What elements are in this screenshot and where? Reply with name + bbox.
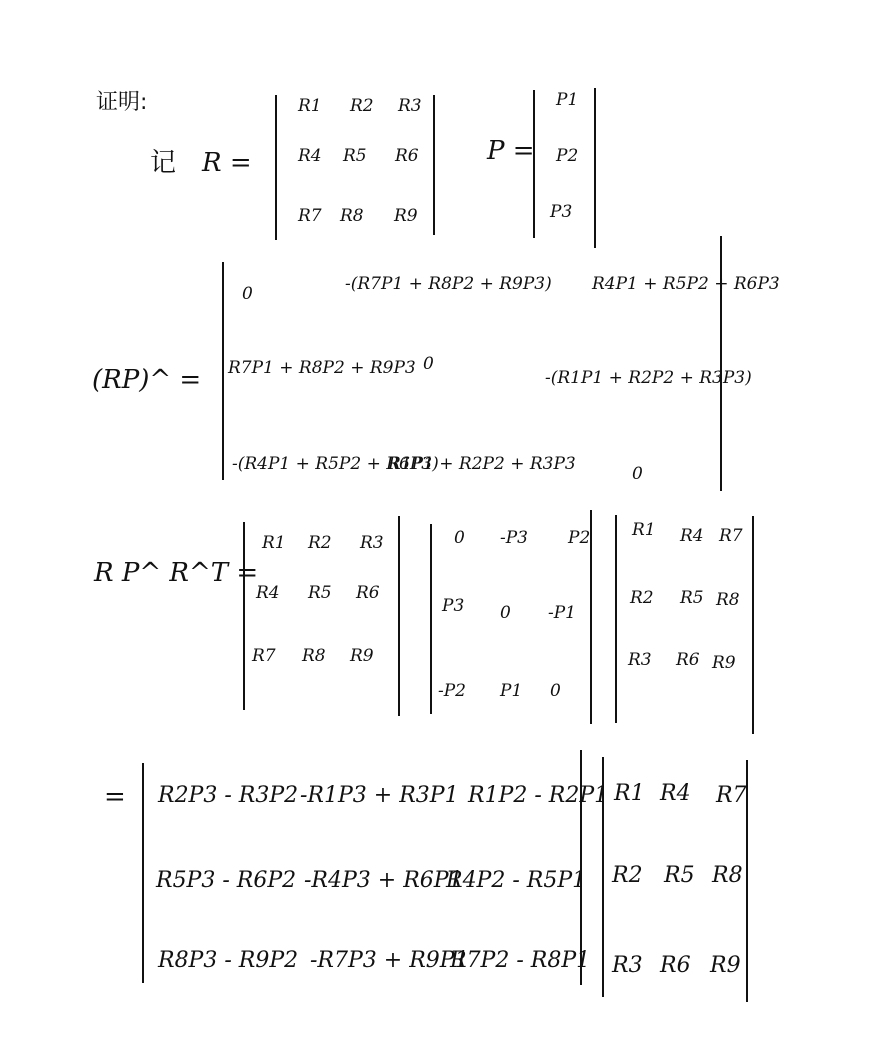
product-cell: -R4P3 + R6P1 bbox=[304, 868, 463, 893]
r-matrix-cell: R6 bbox=[395, 146, 419, 166]
p-hat-cell: P1 bbox=[500, 681, 523, 701]
product-cell: R8P3 - R9P2 bbox=[158, 948, 299, 973]
proof-label: 证明: bbox=[96, 90, 148, 115]
rt-matrix-2-cell: R2 bbox=[612, 863, 643, 888]
r-matrix-2-cell: R5 bbox=[308, 583, 332, 603]
r-matrix-2-left-bar bbox=[243, 522, 245, 710]
rt-matrix-cell: R1 bbox=[632, 520, 656, 540]
rp-hat-lhs: (RP)^ = bbox=[92, 365, 202, 395]
product-cell: -R1P3 + R3P1 bbox=[300, 783, 459, 808]
product-cell: R7P2 - R8P1 bbox=[450, 948, 591, 973]
rt-matrix-2-cell: R9 bbox=[710, 953, 741, 978]
r-matrix-cell: R2 bbox=[350, 96, 374, 116]
p-vector-cell: P2 bbox=[556, 146, 579, 166]
rt-matrix-2-cell: R7 bbox=[716, 783, 747, 808]
product-cell: R1P2 - R2P1 bbox=[468, 783, 609, 808]
rt-matrix-2-cell: R6 bbox=[660, 953, 691, 978]
rt-matrix-cell: R7 bbox=[719, 526, 743, 546]
p-vector-left-bar bbox=[533, 90, 535, 238]
rt-matrix-cell: R8 bbox=[716, 590, 740, 610]
p-hat-cell: 0 bbox=[550, 681, 561, 701]
p-hat-cell: 0 bbox=[500, 603, 511, 623]
p-hat-cell: 0 bbox=[454, 528, 465, 548]
r-matrix-2-cell: R2 bbox=[308, 533, 332, 553]
product-matrix-left-bar bbox=[142, 763, 144, 983]
p-vector-right-bar bbox=[594, 88, 596, 248]
r-matrix-2-cell: R7 bbox=[252, 646, 276, 666]
r-matrix-right-bar bbox=[433, 95, 435, 235]
product-cell: R2P3 - R3P2 bbox=[158, 783, 299, 808]
rp-hat-cell: R1P1 + R2P2 + R3P3 bbox=[388, 454, 576, 474]
p-vector-cell: P3 bbox=[550, 202, 573, 222]
rt-matrix-right-bar bbox=[752, 516, 754, 734]
r-matrix-cell: R5 bbox=[343, 146, 367, 166]
rt-matrix-cell: R4 bbox=[680, 526, 704, 546]
rprt-lhs: R P^ R^T = bbox=[94, 558, 259, 588]
rt-matrix-2-cell: R5 bbox=[664, 863, 695, 888]
rt-matrix-2-cell: R1 bbox=[614, 781, 645, 806]
r-matrix-cell: R3 bbox=[398, 96, 422, 116]
r-matrix-2-cell: R6 bbox=[356, 583, 380, 603]
rt-matrix-2-left-bar bbox=[602, 757, 604, 997]
rp-hat-cell: 0 bbox=[242, 284, 253, 304]
rt-matrix-2-cell: R8 bbox=[712, 863, 743, 888]
ji-label: 记 bbox=[150, 148, 177, 178]
r-matrix-cell: R1 bbox=[298, 96, 322, 116]
rp-hat-cell: 0 bbox=[423, 354, 434, 374]
rp-hat-matrix-left-bar bbox=[222, 262, 224, 480]
p-hat-matrix-right-bar bbox=[590, 510, 592, 724]
r-matrix-2-cell: R1 bbox=[262, 533, 286, 553]
rt-matrix-cell: R9 bbox=[712, 653, 736, 673]
r-matrix-left-bar bbox=[275, 95, 277, 240]
p-hat-cell: P2 bbox=[568, 528, 591, 548]
rt-matrix-cell: R5 bbox=[680, 588, 704, 608]
p-hat-cell: P3 bbox=[442, 596, 465, 616]
rt-matrix-left-bar bbox=[615, 515, 617, 723]
rt-matrix-cell: R3 bbox=[628, 650, 652, 670]
r-matrix-cell: R8 bbox=[340, 206, 364, 226]
rp-hat-cell: -(R7P1 + R8P2 + R9P3) bbox=[345, 274, 552, 294]
p-hat-matrix-left-bar bbox=[430, 524, 432, 714]
r-matrix-2-right-bar bbox=[398, 516, 400, 716]
product-cell: -R7P3 + R9P1 bbox=[310, 948, 469, 973]
r-matrix-2-cell: R9 bbox=[350, 646, 374, 666]
p-hat-cell: -P2 bbox=[438, 681, 466, 701]
rt-matrix-2-cell: R3 bbox=[612, 953, 643, 978]
p-hat-cell: -P1 bbox=[548, 603, 576, 623]
rt-matrix-2-cell: R4 bbox=[660, 781, 691, 806]
rp-hat-cell: 0 bbox=[632, 464, 643, 484]
r-matrix-cell: R7 bbox=[298, 206, 322, 226]
rt-matrix-cell: R6 bbox=[676, 650, 700, 670]
product-cell: R5P3 - R6P2 bbox=[156, 868, 297, 893]
rp-hat-cell: -(R1P1 + R2P2 + R3P3) bbox=[545, 368, 752, 388]
rt-matrix-cell: R2 bbox=[630, 588, 654, 608]
r-matrix-2-cell: R3 bbox=[360, 533, 384, 553]
product-equals-sign: = bbox=[104, 782, 126, 812]
r-definition-lhs: R = bbox=[202, 148, 252, 178]
p-vector-cell: P1 bbox=[556, 90, 579, 110]
rp-hat-cell: R4P1 + R5P2 + R6P3 bbox=[592, 274, 780, 294]
r-matrix-2-cell: R8 bbox=[302, 646, 326, 666]
r-matrix-cell: R4 bbox=[298, 146, 322, 166]
r-matrix-cell: R9 bbox=[394, 206, 418, 226]
product-cell: R4P2 - R5P1 bbox=[446, 868, 587, 893]
p-definition-lhs: P = bbox=[487, 136, 535, 166]
rp-hat-cell: -(R4P1 + R5P2 + R6P3) bbox=[232, 454, 439, 474]
rp-hat-cell: R7P1 + R8P2 + R9P3 bbox=[228, 358, 416, 378]
p-hat-cell: -P3 bbox=[500, 528, 528, 548]
r-matrix-2-cell: R4 bbox=[256, 583, 280, 603]
